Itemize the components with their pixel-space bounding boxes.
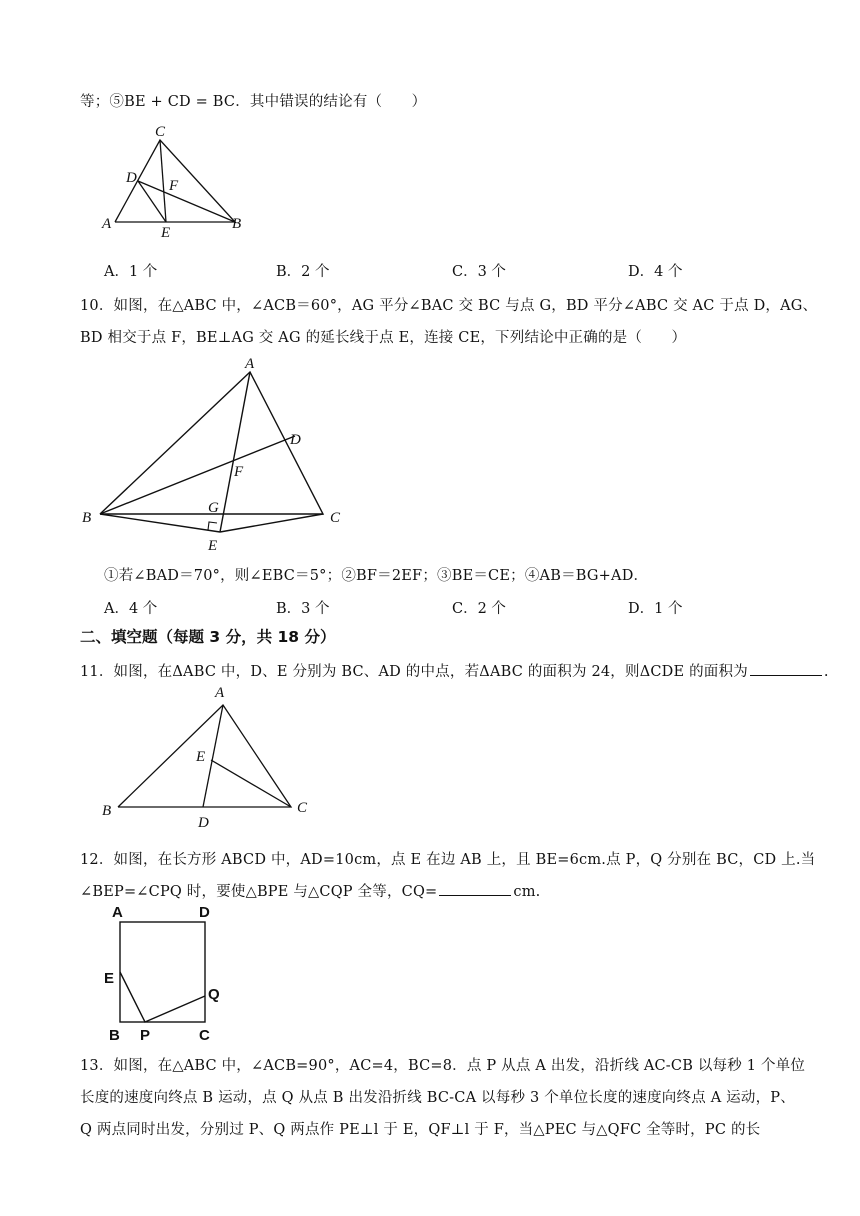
q10-label-g: G	[208, 500, 219, 516]
q12-text-after-blank: cm.	[513, 884, 541, 900]
q12-label-c: C	[199, 1027, 210, 1044]
q12-label-b: B	[109, 1027, 120, 1044]
q11-figure	[98, 680, 318, 830]
q11-text-before-blank: 11．如图，在ΔABC 中，D、E 分别为 BC、AD 的中点，若ΔABC 的面积为 24，则ΔCDE 的面积为	[80, 664, 748, 680]
q12-label-d: D	[199, 904, 210, 921]
q10-statements: ①若∠BAD＝70°，则∠EBC＝5°；②BF＝2EF；③BE＝CE；④AB＝BG+AD．	[104, 568, 649, 584]
q9-label-a: A	[102, 216, 112, 232]
q12-text-before-blank: ∠BEP=∠CPQ 时，要使△BPE 与△CQP 全等，CQ=	[80, 884, 438, 900]
q11-answer-blank[interactable]	[750, 663, 822, 676]
section-heading-fill-in: 二、填空题（每题 3 分，共 18 分）	[80, 628, 336, 646]
q11-line-1	[80, 660, 829, 681]
q13-line-1: 13．如图，在△ABC 中，∠ACB=90°，AC=4，BC=8．点 P 从点 A 出发，沿折线 AC-CB 以每秒 1 个单位	[80, 1058, 806, 1074]
q11-label-a: A	[215, 685, 225, 701]
q10-line-1: 10．如图，在△ABC 中，∠ACB＝60°，AG 平分∠BAC 交 BC 与点 G，BD 平分∠ABC 交 AC 于点 D，AG、	[80, 298, 818, 314]
q13-line-3: Q 两点同时出发，分别过 P、Q 两点作 PE⊥l 于 E，QF⊥l 于 F，当△PEC 与△QFC 全等时，PC 的长	[80, 1122, 761, 1138]
q9-tail-text: 等；⑤BE + CD = BC．其中错误的结论有（ ）	[80, 94, 427, 110]
q12-label-a: A	[112, 904, 123, 921]
q10-label-f: F	[234, 464, 244, 480]
q12-label-e: E	[104, 970, 115, 987]
q9-option-d: D．4 个	[628, 264, 683, 280]
q11-label-d: D	[198, 815, 209, 831]
q9-label-d: D	[126, 170, 137, 186]
q10-label-b: B	[82, 510, 92, 526]
q10-option-d: D．1 个	[628, 601, 683, 617]
q12-line-2	[80, 880, 540, 901]
q11-label-e: E	[196, 749, 206, 765]
q10-label-a: A	[245, 356, 255, 372]
q10-option-b: B．3 个	[276, 601, 330, 617]
q9-option-c: C．3 个	[452, 264, 506, 280]
q9-label-c: C	[155, 124, 166, 140]
q9-label-e: E	[161, 225, 171, 241]
q11-label-c: C	[297, 800, 308, 816]
q11-label-b: B	[102, 803, 112, 819]
q11-text-after-blank: .	[823, 664, 829, 680]
q13-line-2: 长度的速度向终点 B 运动，点 Q 从点 B 出发沿折线 BC-CA 以每秒 3 个单位长度的速度向终点 A 运动，P、	[80, 1090, 795, 1106]
q12-label-p: P	[140, 1027, 151, 1044]
q9-label-b: B	[232, 216, 242, 232]
q10-line-2: BD 相交于点 F，BE⊥AG 交 AG 的延长线于点 E，连接 CE，下列结论中正确的是（ ）	[80, 330, 687, 346]
q9-figure	[100, 124, 250, 239]
q10-label-e: E	[208, 538, 218, 554]
q12-answer-blank[interactable]	[439, 883, 511, 896]
q10-option-c: C．2 个	[452, 601, 506, 617]
q12-line-1: 12．如图，在长方形 ABCD 中，AD=10cm，点 E 在边 AB 上，且 BE=6cm.点 P，Q 分别在 BC，CD 上.当	[80, 852, 816, 868]
q9-option-b: B．2 个	[276, 264, 330, 280]
q9-label-f: F	[169, 178, 179, 194]
q12-label-q: Q	[208, 986, 220, 1003]
q10-label-d: D	[290, 432, 301, 448]
q9-option-a: A．1 个	[104, 264, 158, 280]
q10-label-c: C	[330, 510, 341, 526]
q12-figure	[100, 902, 230, 1042]
q10-figure	[80, 352, 360, 557]
q10-option-a: A．4 个	[104, 601, 158, 617]
